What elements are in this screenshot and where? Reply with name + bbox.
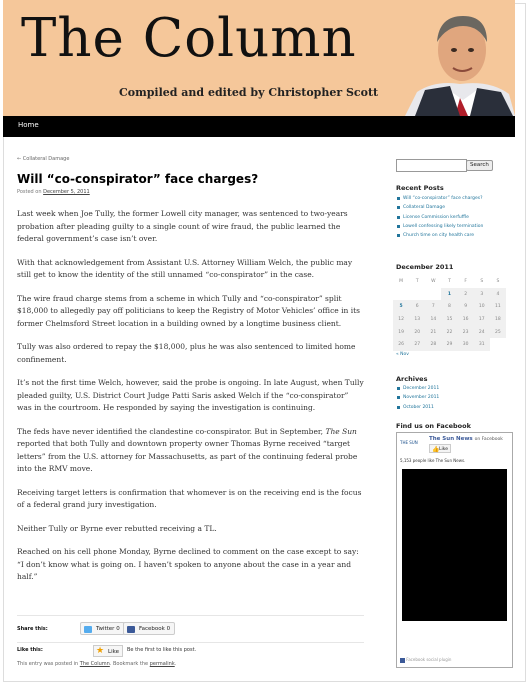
publication-name: The Sun	[325, 426, 357, 436]
calendar-week-row	[393, 338, 506, 351]
facebook-small-icon	[400, 658, 405, 663]
fb-page-title: The Sun News	[429, 436, 473, 442]
footer-prefix: This entry was posted in	[17, 661, 79, 667]
nav-home-link[interactable]: Home	[18, 121, 39, 129]
calendar-day: 3	[474, 288, 490, 301]
calendar-day: 8	[441, 300, 457, 313]
calendar-day: 15	[441, 313, 457, 326]
main-content	[17, 150, 364, 584]
like-section	[17, 642, 364, 660]
calendar-empty-cell	[490, 338, 506, 351]
paragraph: With that acknowledgement from Assistant U.S. Attorney William Welch, the public may still get to know the identity of the still unnamed “co-conspirator” in the case.	[17, 257, 353, 279]
like-button-label: Like	[108, 649, 119, 655]
calendar-day: 30	[458, 338, 474, 351]
calendar-day: 27	[409, 338, 425, 351]
calendar-day: 17	[474, 313, 490, 326]
calendar-day-header: T	[415, 278, 419, 284]
calendar-day: 18	[490, 313, 506, 326]
twitter-icon	[84, 626, 92, 633]
calendar-day-header: F	[464, 278, 467, 284]
facebook-like-box	[396, 432, 513, 668]
calendar-day: 29	[441, 338, 457, 351]
category-link[interactable]: The Column	[79, 661, 110, 667]
calendar-day: 19	[393, 326, 409, 339]
footer-middle: . Bookmark the	[109, 661, 149, 667]
calendar-day-header: S	[496, 278, 500, 284]
footer-suffix: .	[174, 661, 177, 667]
share-section	[17, 615, 364, 641]
calendar-week-row	[393, 326, 506, 339]
calendar-day: 24	[474, 326, 490, 339]
posted-on-label: Posted on	[17, 189, 42, 195]
archive-link[interactable]: November 2011	[396, 393, 439, 402]
post-date-link[interactable]: December 5, 2011	[43, 189, 90, 195]
recent-posts-list	[396, 194, 483, 240]
twitter-label: Twitter	[96, 626, 115, 632]
facebook-widget-title: Find us on Facebook	[396, 422, 471, 430]
paragraph: The wire fraud charge stems from a scheme in which Tully and “co-conspirator” split $18,000 to allegedly pay off politicians to keep the Registry of Motor Vehicles’ office in its former Chelmsford Street location in a building owned by a longtime business client.	[17, 293, 360, 328]
twitter-share-button[interactable]	[80, 622, 125, 635]
calendar-day: 25	[490, 326, 506, 339]
facebook-page-name[interactable]	[429, 436, 503, 442]
facebook-share-button[interactable]	[123, 622, 175, 635]
calendar-header-row	[393, 275, 506, 288]
calendar-day: 11	[490, 300, 506, 313]
archive-link[interactable]: December 2011	[396, 384, 439, 393]
facebook-plugin-label	[400, 657, 451, 663]
calendar-empty-cell	[409, 288, 425, 301]
site-description: Compiled and edited by Christopher Scott	[119, 86, 379, 99]
paragraph	[17, 426, 364, 476]
recent-posts-title: Recent Posts	[396, 184, 444, 192]
post-title: Will “co-conspirator” face charges?	[17, 172, 259, 186]
paragraph: It’s not the first time Welch, however, said the probe is ongoing. In late August, when Tully pleaded guilty, U.S. District Court Judge Patti Saris asked Welch if the “co-conspirator” was in the courtroom. He responded by saying the investigation is continuing.	[17, 378, 364, 412]
like-button[interactable]	[93, 645, 123, 657]
archives-list	[396, 384, 439, 412]
calendar-day: 28	[425, 338, 441, 351]
like-label: Like this:	[17, 647, 43, 653]
calendar-empty-cell	[393, 288, 409, 301]
share-label: Share this:	[17, 626, 48, 632]
thumbs-up-icon: 👍	[432, 446, 440, 453]
star-icon: ★	[96, 646, 105, 656]
calendar-day: 12	[393, 313, 409, 326]
facebook-like-button[interactable]	[429, 444, 451, 453]
calendar-day: 26	[393, 338, 409, 351]
paragraph: Receiving target letters is confirmation that whomever is on the receiving end is the focus of a federal grand jury investigation.	[17, 487, 362, 509]
site-header	[3, 0, 515, 116]
facebook-label: Facebook	[139, 626, 165, 632]
twitter-count: 0	[116, 626, 120, 632]
paragraph-text: The feds have never identified the clandestine co-conspirator. But in September, The Sun reported that both Tully and downtown property owner Thomas Byrne received “target letters” from the U.S. attorney for Massachusetts, as part of the continuing federal probe into the RMV move.	[17, 426, 358, 473]
calendar-body	[393, 288, 506, 351]
archive-link[interactable]: October 2011	[396, 403, 439, 412]
calendar-day: 20	[409, 326, 425, 339]
calendar-week-row	[393, 288, 506, 301]
search-button[interactable]: Search	[466, 160, 493, 171]
header-portrait-image	[405, 0, 515, 116]
entry-footer	[17, 661, 176, 667]
calendar-title: December 2011	[396, 263, 454, 271]
post-body	[17, 208, 364, 584]
paragraph: Neither Tully or Byrne ever rebutted receiving a TL.	[17, 523, 217, 533]
paragraph: Reached on his cell phone Monday, Byrne declined to comment on the case except to say: “I don’t know what is going on. I haven’t spoken to anyone about the case in a year and half.”	[17, 547, 359, 581]
calendar-day: 10	[474, 300, 490, 313]
main-nav	[3, 116, 515, 137]
calendar-day: 23	[458, 326, 474, 339]
calendar-day: 13	[409, 313, 425, 326]
calendar-week-row	[393, 300, 506, 313]
calendar-day: 21	[425, 326, 441, 339]
like-text: Be the first to like this post.	[127, 647, 197, 653]
search-input[interactable]	[396, 159, 467, 172]
calendar-day[interactable]: 1	[441, 288, 457, 301]
facebook-faces-area	[402, 469, 507, 621]
permalink-link[interactable]: permalink	[149, 661, 175, 667]
recent-post-link[interactable]: Church time on city health care	[396, 231, 483, 240]
calendar-day-header: W	[431, 278, 436, 284]
calendar-day-header: M	[399, 278, 404, 284]
fb-plugin-text: Facebook social plugin	[406, 657, 452, 662]
calendar-day: 4	[490, 288, 506, 301]
calendar-day: 31	[474, 338, 490, 351]
calendar-table	[393, 275, 506, 351]
calendar-day: 7	[425, 300, 441, 313]
recent-post-link[interactable]: Will “co-conspirator” face charges?	[396, 194, 483, 203]
calendar-day-header: T	[448, 278, 451, 284]
the-sun-logo[interactable]: THE SUN	[400, 440, 418, 445]
facebook-icon	[127, 626, 135, 633]
facebook-like-count: 5,153 people like The Sun News.	[400, 458, 466, 463]
calendar-empty-cell	[425, 288, 441, 301]
calendar-day: 9	[458, 300, 474, 313]
calendar-day: 14	[425, 313, 441, 326]
recent-post-link[interactable]: Collateral Damage	[396, 203, 483, 212]
facebook-count: 0	[166, 626, 171, 632]
calendar-day[interactable]: 5	[393, 300, 409, 313]
post-meta	[17, 189, 364, 195]
recent-post-link[interactable]: Lowell confessing likely termination	[396, 222, 483, 231]
calendar-day: 16	[458, 313, 474, 326]
previous-post-link[interactable]: ← Collateral Damage	[17, 156, 70, 162]
paragraph: Tully was also ordered to repay the $18,000, plus he was also sentenced to limited home confinement.	[17, 342, 356, 364]
archives-title: Archives	[396, 375, 428, 383]
calendar-day: 6	[409, 300, 425, 313]
fb-like-label: Like	[439, 447, 448, 452]
paragraph: Last week when Joe Tully, the former Lowell city manager, was sentenced to two-years probation after pleading guilty to a single count of wire fraud, the public learned the federal government’s case isn’t over.	[17, 209, 348, 243]
fb-on-facebook: on Facebook	[474, 437, 503, 442]
calendar-prev-link[interactable]: « Nov	[396, 352, 409, 357]
recent-post-link[interactable]: License Commission kerfuffle	[396, 213, 483, 222]
calendar-day: 2	[458, 288, 474, 301]
calendar-day: 22	[441, 326, 457, 339]
calendar-week-row	[393, 313, 506, 326]
site-title[interactable]: The Column	[21, 8, 357, 69]
calendar-day-header: S	[480, 278, 484, 284]
